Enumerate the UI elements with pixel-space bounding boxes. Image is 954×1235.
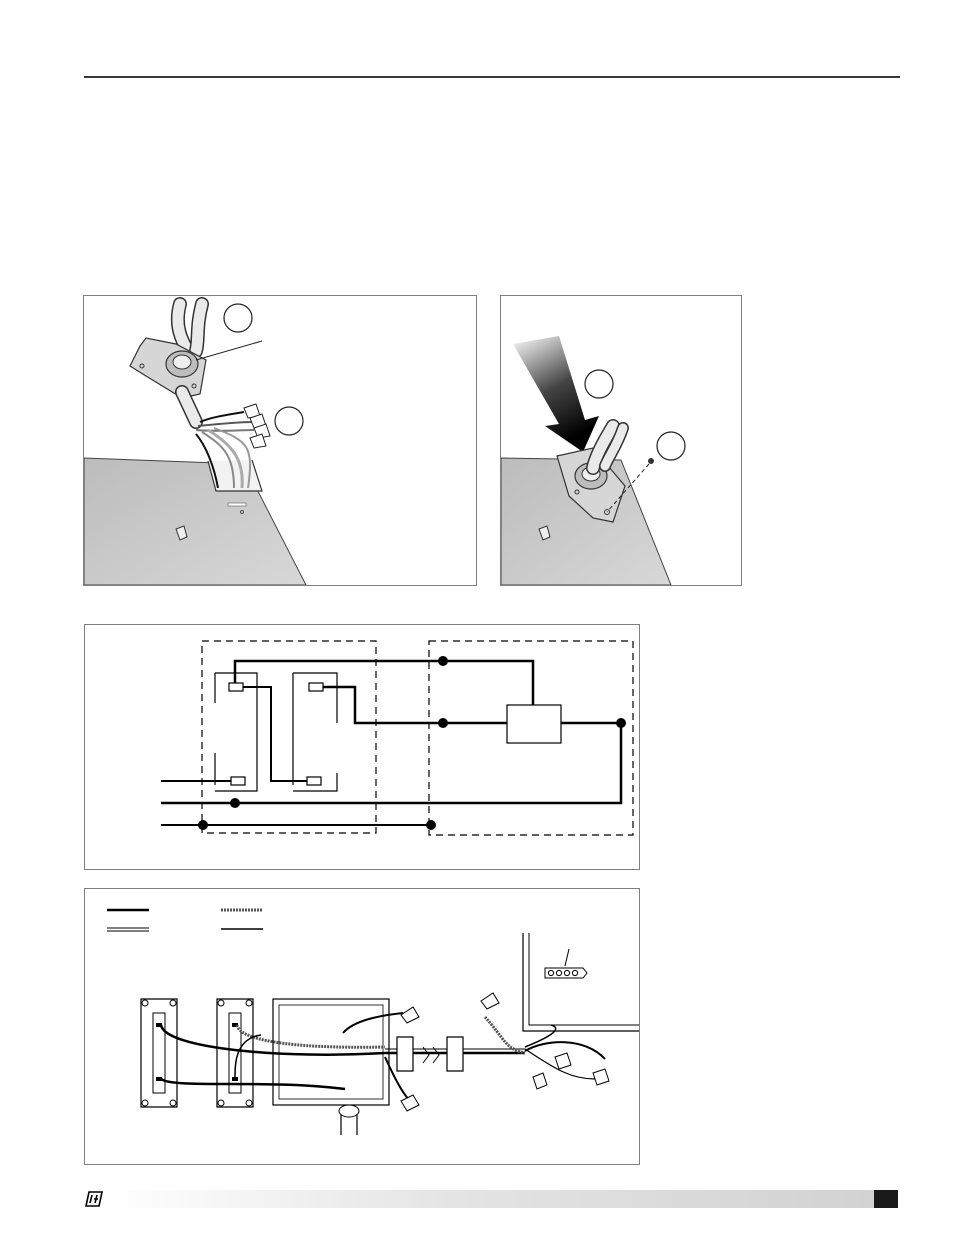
switch-2-terminal-top xyxy=(309,683,323,691)
wiring-schematic-diagram xyxy=(85,625,639,869)
callout-circle-1 xyxy=(224,304,252,332)
unit-corner xyxy=(523,933,639,1031)
wire-top-bus xyxy=(235,661,533,705)
callout-circle-1 xyxy=(585,370,613,398)
wire-connection-illustration xyxy=(84,296,476,585)
junction-box xyxy=(273,999,389,1105)
callout-circle-2 xyxy=(275,407,303,435)
switch-2-terminal-bottom xyxy=(307,777,321,785)
wire-legend xyxy=(107,910,263,931)
callout-circle-2 xyxy=(657,432,685,460)
connector-insert-illustration xyxy=(501,296,741,585)
switch-2 xyxy=(217,999,253,1107)
insert-direction-arrow xyxy=(513,336,599,452)
screw-icon xyxy=(648,458,654,464)
header-rule xyxy=(84,76,900,78)
figure-wiring-schematic xyxy=(84,624,640,870)
callout-leader-line xyxy=(196,341,262,360)
figure-wiring-pictorial xyxy=(84,888,640,1165)
switch-1 xyxy=(141,999,177,1107)
load-box xyxy=(507,705,561,743)
figure-wire-connection xyxy=(83,295,477,586)
page-number-box xyxy=(874,1190,898,1208)
switch-1-terminal-top xyxy=(229,683,243,691)
wire-nut-icon xyxy=(244,404,270,448)
power-cable xyxy=(178,304,188,351)
terminal-block-icon xyxy=(545,949,587,978)
brand-logo-icon xyxy=(84,1190,104,1208)
unit-housing xyxy=(84,458,306,585)
switch-1-terminal-bottom xyxy=(231,777,245,785)
wiring-pictorial-diagram xyxy=(85,889,639,1164)
footer-gradient-bar xyxy=(106,1190,876,1208)
figure-connector-insert xyxy=(500,295,742,586)
